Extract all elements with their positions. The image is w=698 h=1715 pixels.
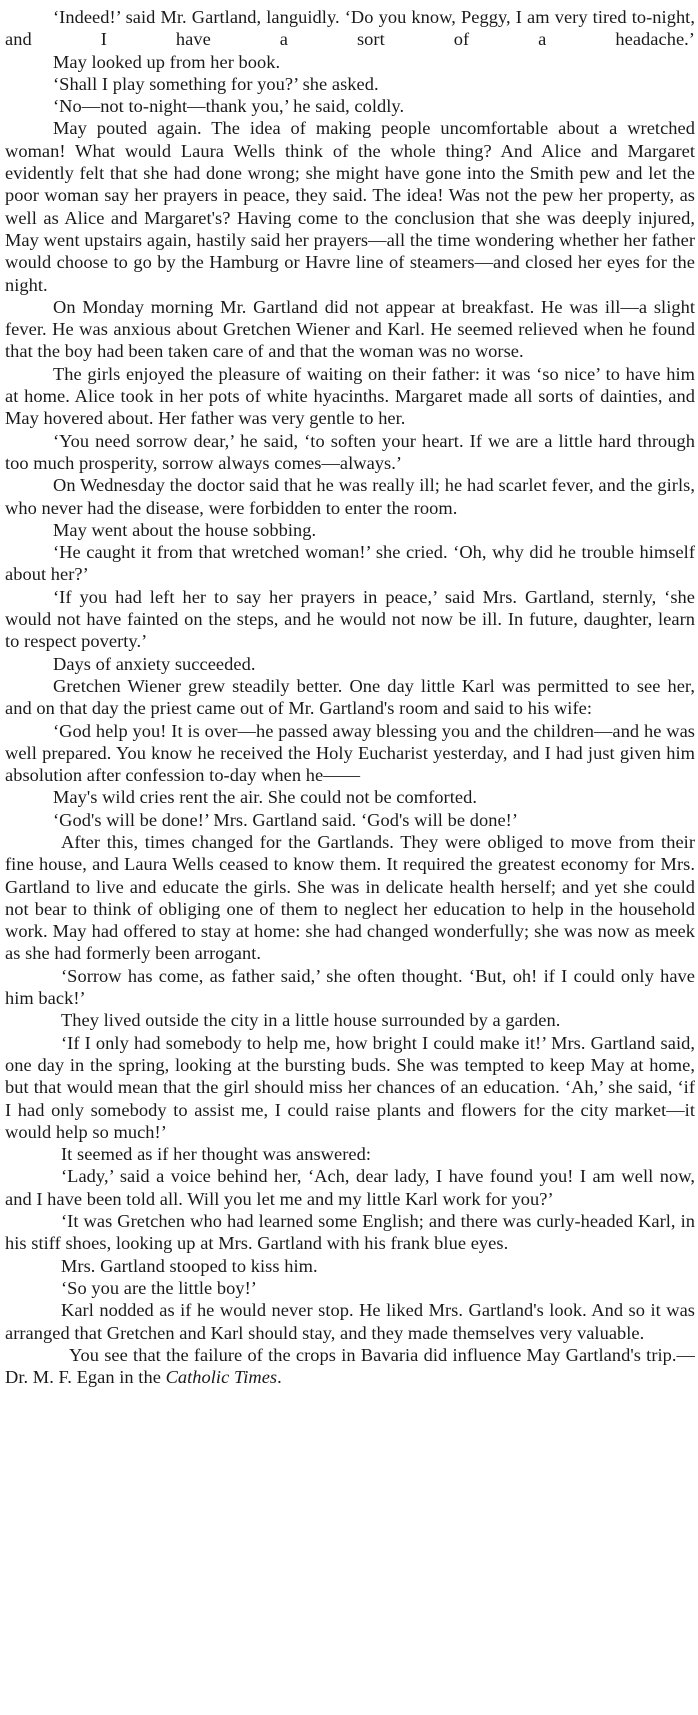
article-paragraph: Karl nodded as if he would never stop. He liked Mrs. Gartland's look. And so it was arranged that Gretchen and Karl should stay, and they made themselves very valuable. (5, 1300, 695, 1343)
article-text (5, 6, 695, 1388)
article-paragraph: ‘If you had left her to say her prayers in peace,’ said Mrs. Gartland, sternly, ‘she would not have fainted on the steps, and he would not now be ill. In future, daughter, learn to respect poverty.’ (5, 586, 695, 652)
article-paragraph: ‘Shall I play something for you?’ she asked. (53, 73, 379, 94)
article-paragraph: May went about the house sobbing. (53, 519, 317, 540)
article-paragraph (5, 1344, 695, 1389)
signature-prefix: —Dr. (5, 1344, 695, 1388)
signature-connector: in the (114, 1367, 166, 1388)
article-paragraph: ‘No—not to-night—thank you,’ he said, coldly. (53, 96, 405, 117)
article-paragraph: ‘So you are the little boy!’ (61, 1277, 257, 1298)
article-paragraph: The girls enjoyed the pleasure of waiting on their father: it was ‘so nice’ to have him at home. Alice took in her pots of white hyacinths. Margaret made all sorts of dainties, and May hovered about. Her father was very gentle to her. (5, 363, 695, 429)
closing-sentence: You see that the failure of the crops in Bavaria did influence May Gartland's trip. (69, 1344, 677, 1365)
author-name: M. F. Egan (32, 1367, 115, 1388)
article-paragraph: On Wednesday the doctor said that he was really ill; he had scarlet fever, and the girls, who never had the disease, were forbidden to enter the room. (5, 475, 695, 518)
article-paragraph: ‘God's will be done!’ Mrs. Gartland said. ‘God's will be done!’ (53, 809, 519, 830)
article-paragraph: ‘It was Gretchen who had learned some English; and there was curly-headed Karl, in his stiff shoes, looking up at Mrs. Gartland with his frank blue eyes. (5, 1211, 695, 1254)
article-paragraph: After this, times changed for the Gartlands. They were obliged to move from their fine house, and Laura Wells ceased to know them. It required the greatest economy for Mrs. Gartland to live and educate the girls. She was in delicate health herself; and yet she could not bear to think of obliging one of them to neglect her education to help in the household work. May had offered to stay at home: she had changed wonderfully; she was now as meek as she had formerly been arrogant. (5, 831, 695, 964)
publication-name: Catholic Times (165, 1367, 278, 1388)
article-paragraph: ‘If I only had somebody to help me, how bright I could make it!’ Mrs. Gartland said, one day in the spring, looking at the bursting buds. She was tempted to keep May at home, but that would mean that the girl should miss her chances of an education. ‘Ah,’ she said, ‘if I had only somebody to assist me, I could raise plants and flowers for the city market—it would help so much!’ (5, 1032, 695, 1142)
article-paragraph: Gretchen Wiener grew steadily better. One day little Karl was permitted to see her, and on that day the priest came out of Mr. Gartland's room and said to his wife: (5, 675, 695, 719)
article-paragraph: Days of anxiety succeeded. (53, 653, 256, 674)
signature-end: . (277, 1367, 282, 1388)
article-paragraph: May pouted again. The idea of making people uncomfortable about a wretched woman! What would Laura Wells think of the whole thing? And Alice and Margaret evidently felt that she had done wrong; she might have gone into the Smith pew and let the poor woman say her prayers in peace, they said. The idea! Was not the pew her property, as well as Alice and Margaret's? Having come to the conclusion that she was deeply injured, May went upstairs again, hastily said her prayers—all the time wondering whether her father would choose to go by the Hamburg or Havre line of steamers—and closed her eyes for the night. (5, 118, 695, 295)
article-paragraph: ‘Lady,’ said a voice behind her, ‘Ach, dear lady, I have found you! I am well now, and I have been told all. Will you let me and my little Karl work for you?’ (5, 1166, 695, 1209)
article-paragraph: ‘Sorrow has come, as father said,’ she often thought. ‘But, oh! if I could only have him back!’ (5, 965, 695, 1009)
article-paragraph: ‘God help you! It is over—he passed away blessing you and the children—and he was well prepared. You know he received the Holy Eucharist yesterday, and I had just given him absolution after confession to-day when he—— (5, 720, 695, 786)
article-paragraph: ‘Indeed!’ said Mr. Gartland, languidly. ‘Do you know, Peggy, I am very tired to-night, and I have a sort of a headache.’ (5, 7, 695, 50)
article-paragraph: ‘You need sorrow dear,’ he said, ‘to soften your heart. If we are a little hard through too much prosperity, sorrow always comes—always.’ (5, 430, 695, 473)
article-paragraph: It seemed as if her thought was answered: (61, 1144, 371, 1165)
article-paragraph: ‘He caught it from that wretched woman!’ she cried. ‘Oh, why did he trouble himself about her?’ (5, 542, 695, 585)
article-paragraph: May's wild cries rent the air. She could not be comforted. (53, 787, 477, 808)
article-paragraph: May looked up from her book. (53, 51, 281, 72)
article-paragraph: On Monday morning Mr. Gartland did not appear at breakfast. He was ill—a slight fever. He was anxious about Gretchen Wiener and Karl. He seemed relieved when he found that the boy had been taken care of and that the woman was no worse. (5, 296, 695, 362)
article-paragraph: Mrs. Gartland stooped to kiss him. (61, 1255, 318, 1276)
article-paragraph: They lived outside the city in a little house surrounded by a garden. (61, 1010, 561, 1031)
